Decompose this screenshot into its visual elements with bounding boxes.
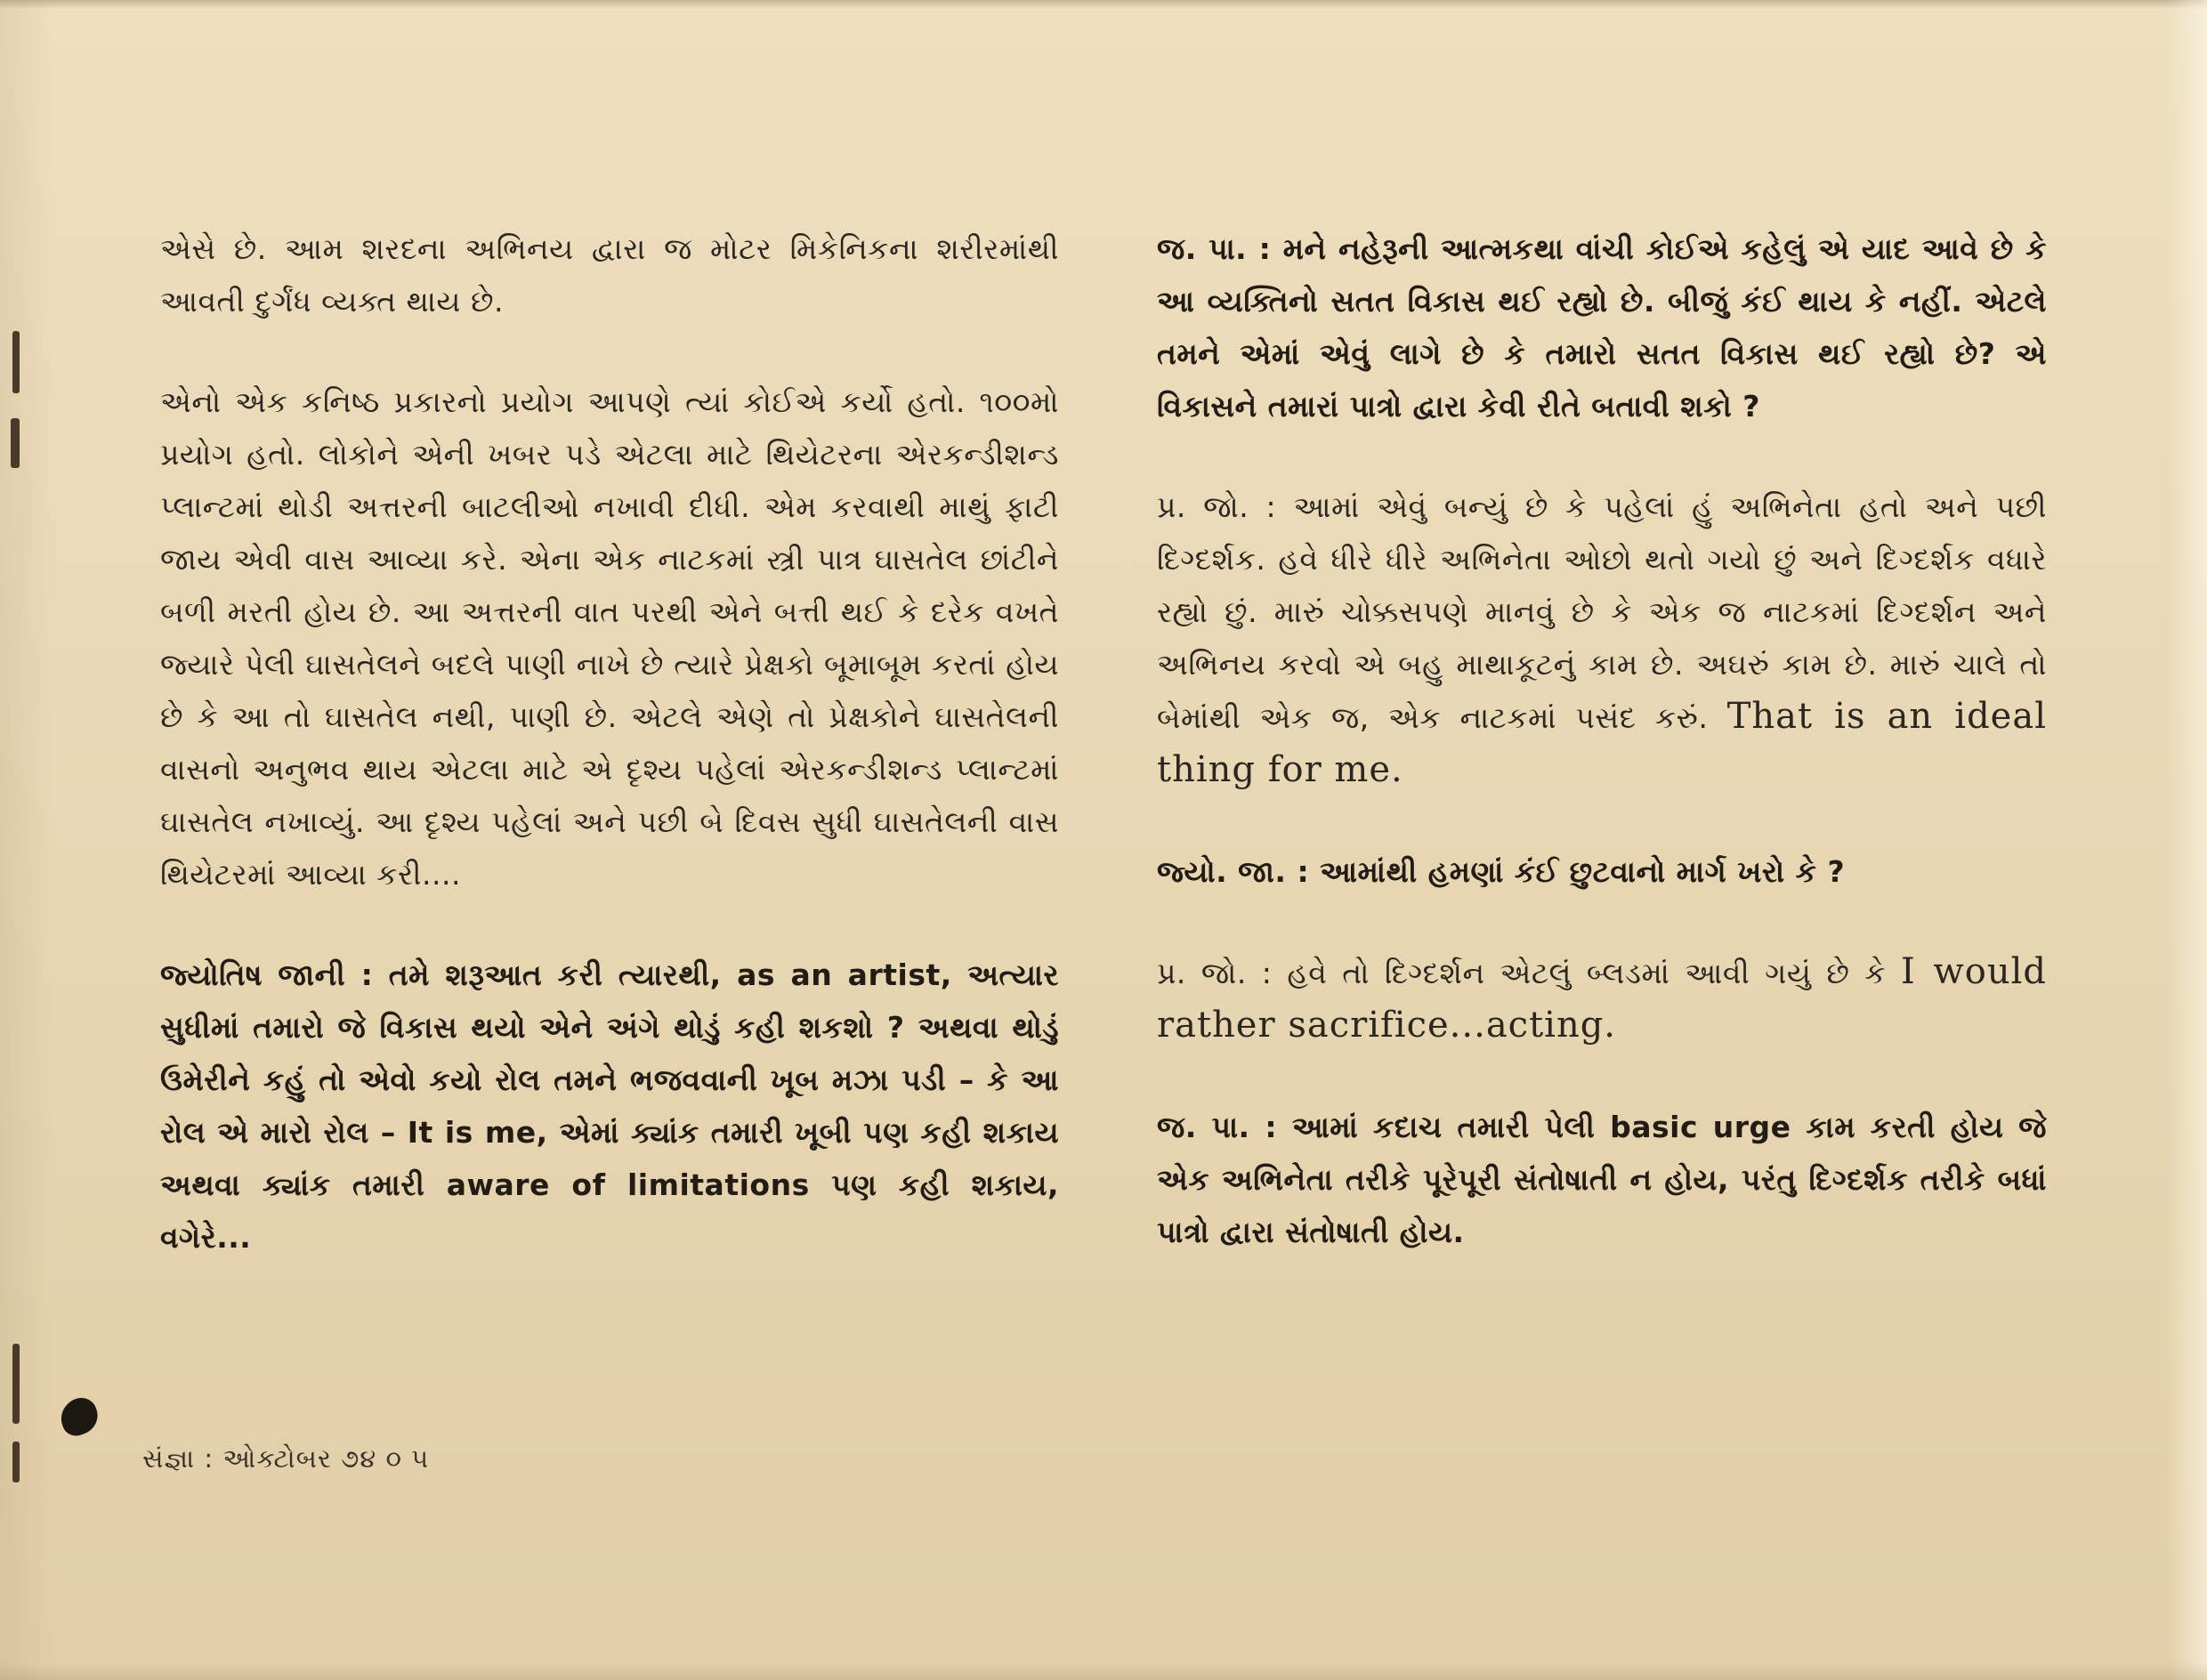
page-right-edge bbox=[2166, 0, 2207, 1680]
right-paragraph-1-question: જ. પા. : મને નહેરૂની આત્મકથા વાંચી કોઈએ કહેલું એ યાદ આવે છે કે આ વ્યક્તિનો સતત વિકાસ થઈ રહ્યો છે. બીજું કંઈ થાય કે નહીં. એટલે તમને એમાં એવું લાગે છે કે તમારો સતત વિકાસ થઈ રહ્યો છે? એ વિકાસને તમારાં પાત્રો દ્વારા કેવી રીતે બતાવી શકો ? bbox=[1157, 231, 2047, 424]
left-column bbox=[160, 222, 1059, 1312]
right-paragraph-2-english: That is an ideal thing for me. bbox=[1157, 696, 2047, 790]
left-paragraph-1: એસે છે. આમ શરદના અભિનય દ્વારા જ મોટર મિકેનિકના શરીરમાંથી આવતી દુર્ગંધ વ્યક્ત થાય છે. bbox=[160, 231, 1059, 319]
right-paragraph-4-english: I would rather sacrifice...acting. bbox=[1157, 951, 2047, 1046]
right-paragraph-2 bbox=[1157, 481, 2047, 797]
binding-mark bbox=[12, 1442, 20, 1482]
page-footer: સંજ્ઞા : ઓક્ટોબર ૭૪ ૦ ૫ bbox=[142, 1443, 430, 1474]
right-column bbox=[1157, 222, 2047, 1306]
right-paragraph-2-gujarati: પ્ર. જો. : આમાં એવું બન્યું છે કે પહેલાં હું અભિનેતા હતો અને પછી દિગ્દર્શક. હવે ધીરે ધીરે અભિનેતા ઓછો થતો ગયો છું અને દિગ્દર્શક વધારે રહ્યો છું. મારું ચોક્કસપણે માનવું છે કે એક જ નાટકમાં દિગ્દર્શન અને અભિનય કરવો એ બહુ માથાકૂટનું કામ છે. અઘરું કામ છે. મારું ચાલે તો બેમાંથી એક જ, એક નાટકમાં પસંદ કરું. bbox=[1157, 489, 2047, 735]
binding-mark bbox=[12, 331, 20, 393]
page-top-edge bbox=[0, 0, 2207, 9]
left-paragraph-2: એનો એક કનિષ્ઠ પ્રકારનો પ્રયોગ આપણે ત્યાં કોઈએ કર્યો હતો. ૧૦૦મો પ્રયોગ હતો. લોકોને એની ખબર પડે એટલા માટે થિયેટરના એરકન્ડીશન્ડ પ્લાન્ટમાં થોડી અત્તરની બાટલીઓ નખાવી દીધી. એમ કરવાથી માથું ફાટી જાય એવી વાસ આવ્યા કરે. એના એક નાટકમાં સ્ત્રી પાત્ર ઘાસતેલ છાંટીને બળી મરતી હોય છે. આ અત્તરની વાત પરથી એને બત્તી થઈ કે દરેક વખતે જ્યારે પેલી ઘાસતેલને બદલે પાણી નાખે છે ત્યારે પ્રેક્ષકો બૂમાબૂમ કરતાં હોય છે કે આ તો ઘાસતેલ નથી, પાણી છે. એટલે એણે તો પ્રેક્ષકોને ઘાસતેલની વાસનો અનુભવ થાય એટલા માટે એ દૃશ્ય પહેલાં એરકન્ડીશન્ડ પ્લાન્ટમાં ઘાસતેલ નખાવ્યું. આ દૃશ્ય પહેલાં અને પછી બે દિવસ સુધી ઘાસતેલની વાસ થિયેટરમાં આવ્યા કરી.... bbox=[160, 384, 1059, 892]
right-paragraph-5-question: જ. પા. : આમાં કદાચ તમારી પેલી basic urge કામ કરતી હોય જે એક અભિનેતા તરીકે પૂરેપૂરી સંતોષાતી ન હોય, પરંતુ દિગ્દર્શક તરીકે બધાં પાત્રો દ્વારા સંતોષાતી હોય. bbox=[1157, 1110, 2047, 1249]
binding-mark bbox=[12, 1344, 20, 1424]
binding-mark bbox=[11, 418, 20, 468]
ink-blot bbox=[55, 1393, 102, 1440]
right-paragraph-4 bbox=[1157, 946, 2047, 1053]
right-paragraph-3-question: જ્યો. જા. : આમાંથી હમણાં કંઈ છુટવાનો માર્ગ ખરો કે ? bbox=[1157, 854, 1846, 889]
page-bottom-edge bbox=[0, 1662, 2207, 1680]
left-paragraph-3-question: જ્યોતિષ જાની : તમે શરૂઆત કરી ત્યારથી, as an artist, અત્યાર સુધીમાં તમારો જે વિકાસ થયો એને અંગે થોડું કહી શકશો ? અથવા થોડું ઉમેરીને કહું તો એવો કયો રોલ તમને ભજવવાની ખૂબ મઝા પડી – કે આ રોલ એ મારો રોલ – It is me, એમાં ક્યાંક તમારી ખૂબી પણ કહી શકાય અથવા ક્યાંક તમારી aware of limitations પણ કહી શકાય, વગેરે... bbox=[160, 957, 1059, 1255]
right-paragraph-4-gujarati: પ્ર. જો. : હવે તો દિગ્દર્શન એટલું બ્લડમાં આવી ગયું છે કે bbox=[1157, 956, 1887, 990]
